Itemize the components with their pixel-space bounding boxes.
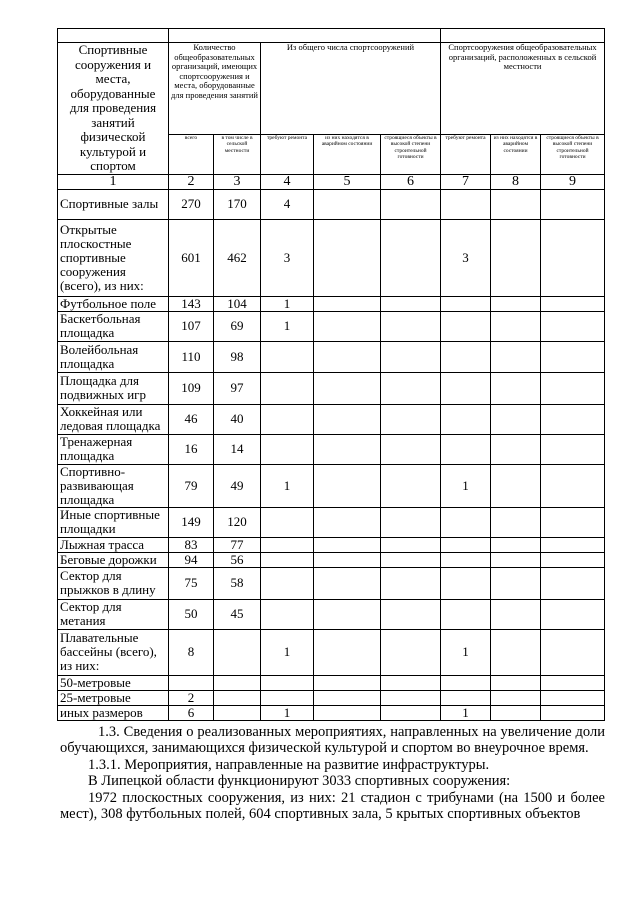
value-cell [441, 311, 491, 341]
table-row [58, 629, 605, 675]
column-index: 9 [541, 174, 605, 189]
subheader-cell: строящиеся объекты в высокой степени строительной готовности [541, 134, 605, 174]
value-cell [491, 537, 541, 552]
subsection-heading: 1.3.1. Мероприятия, направленные на развитие инфраструктуры. [88, 756, 490, 773]
table-row [58, 552, 605, 567]
value-cell [541, 537, 605, 552]
value-cell [541, 599, 605, 629]
value-cell [491, 507, 541, 537]
value-cell [381, 464, 441, 507]
value-cell [381, 189, 441, 219]
value-cell [381, 675, 441, 690]
value-cell: 149 [169, 507, 214, 537]
facility-name: Тренажерная площадка [58, 434, 169, 464]
value-cell [261, 404, 314, 434]
value-cell: 49 [214, 464, 261, 507]
total-group-header: Из общего числа спортсооружений [261, 43, 441, 135]
subheader-cell: всего [169, 134, 214, 174]
value-cell: 16 [169, 434, 214, 464]
value-cell: 40 [214, 404, 261, 434]
value-cell [381, 296, 441, 311]
facility-name: Площадка для подвижных игр [58, 372, 169, 404]
column-index: 5 [314, 174, 381, 189]
table-row [58, 372, 605, 404]
sports-facilities-table [57, 28, 605, 721]
value-cell [381, 599, 441, 629]
facility-name: Волейбольная площадка [58, 341, 169, 372]
value-cell [314, 296, 381, 311]
value-cell: 46 [169, 404, 214, 434]
value-cell [214, 675, 261, 690]
value-cell: 6 [169, 705, 214, 720]
value-cell [541, 404, 605, 434]
section-heading: 1.3. Сведения о реализованных мероприятиях, направленных на увеличение доли обучающихся, занимающихся физической культурой и спортом во внеурочное время. [60, 723, 605, 756]
table-row [58, 567, 605, 599]
value-cell [261, 537, 314, 552]
value-cell [441, 434, 491, 464]
table-row [58, 296, 605, 311]
column-index: 3 [214, 174, 261, 189]
column-index: 7 [441, 174, 491, 189]
value-cell [381, 404, 441, 434]
value-cell [541, 219, 605, 296]
table-row [58, 705, 605, 720]
value-cell [261, 372, 314, 404]
value-cell [441, 675, 491, 690]
value-cell [261, 675, 314, 690]
value-cell: 45 [214, 599, 261, 629]
value-cell [314, 434, 381, 464]
value-cell [381, 537, 441, 552]
facility-name: Баскетбольная площадка [58, 311, 169, 341]
value-cell [491, 629, 541, 675]
table-row [58, 675, 605, 690]
value-cell [491, 552, 541, 567]
value-cell [541, 675, 605, 690]
value-cell [491, 189, 541, 219]
value-cell [541, 567, 605, 599]
value-cell [541, 341, 605, 372]
value-cell [491, 219, 541, 296]
value-cell [491, 341, 541, 372]
value-cell: 110 [169, 341, 214, 372]
value-cell [441, 507, 491, 537]
table-row [58, 507, 605, 537]
value-cell: 601 [169, 219, 214, 296]
value-cell [314, 690, 381, 705]
value-cell [381, 341, 441, 372]
value-cell [314, 341, 381, 372]
value-cell: 69 [214, 311, 261, 341]
value-cell [541, 629, 605, 675]
value-cell [541, 189, 605, 219]
value-cell [314, 404, 381, 434]
value-cell [491, 464, 541, 507]
value-cell [261, 690, 314, 705]
value-cell [541, 552, 605, 567]
table-row [58, 464, 605, 507]
value-cell: 50 [169, 599, 214, 629]
value-cell: 270 [169, 189, 214, 219]
value-cell: 1 [261, 311, 314, 341]
value-cell [314, 372, 381, 404]
value-cell [441, 690, 491, 705]
value-cell: 75 [169, 567, 214, 599]
value-cell [314, 507, 381, 537]
facility-name: Спортивные залы [58, 189, 169, 219]
value-cell [314, 567, 381, 599]
value-cell [314, 629, 381, 675]
facility-name: Лыжная трасса [58, 537, 169, 552]
value-cell [541, 296, 605, 311]
value-cell: 58 [214, 567, 261, 599]
value-cell [169, 675, 214, 690]
value-cell [441, 404, 491, 434]
facility-name: 50-метровые [58, 675, 169, 690]
value-cell [491, 690, 541, 705]
table-row [58, 311, 605, 341]
value-cell: 94 [169, 552, 214, 567]
facility-name: Иные спортивные площадки [58, 507, 169, 537]
column-index: 8 [491, 174, 541, 189]
value-cell [261, 341, 314, 372]
value-cell: 1 [261, 296, 314, 311]
facility-name: Спортивно-развивающая площадка [58, 464, 169, 507]
value-cell [541, 464, 605, 507]
table-row [58, 537, 605, 552]
facility-name: Беговые дорожки [58, 552, 169, 567]
value-cell [314, 552, 381, 567]
column-index: 1 [58, 174, 169, 189]
value-cell [541, 311, 605, 341]
subheader-cell: из них находятся в аварийном состоянии [491, 134, 541, 174]
value-cell: 8 [169, 629, 214, 675]
table-row [58, 599, 605, 629]
value-cell: 1 [261, 629, 314, 675]
table-row [58, 434, 605, 464]
value-cell [381, 690, 441, 705]
value-cell [381, 219, 441, 296]
column-index: 6 [381, 174, 441, 189]
value-cell [491, 434, 541, 464]
value-cell [541, 705, 605, 720]
value-cell [381, 629, 441, 675]
value-cell [381, 552, 441, 567]
facility-name: Плавательные бассейны (всего), из них: [58, 629, 169, 675]
facility-name: иных размеров [58, 705, 169, 720]
value-cell [491, 372, 541, 404]
value-cell: 170 [214, 189, 261, 219]
column-index: 4 [261, 174, 314, 189]
value-cell [314, 219, 381, 296]
value-cell [541, 507, 605, 537]
value-cell: 1 [441, 705, 491, 720]
value-cell [441, 567, 491, 599]
subheader-cell: в том числе в сельской местности [214, 134, 261, 174]
value-cell [441, 189, 491, 219]
value-cell [441, 341, 491, 372]
facility-name: Сектор для прыжков в длину [58, 567, 169, 599]
value-cell [491, 599, 541, 629]
paragraph: 1972 плоскостных сооружения, из них: 21 стадион с трибунами (на 1500 и более мест), 308 футбольных полей, 604 спортивных зала, 5 крытых спортивных объектов [60, 789, 605, 822]
subheader-cell: из них находятся в аварийном состоянии [314, 134, 381, 174]
col1-header: Спортивные сооружения и места, оборудованные для проведения занятий физической культурой и спортом [58, 43, 169, 175]
value-cell [314, 599, 381, 629]
blank-cell [169, 29, 441, 43]
value-cell [491, 567, 541, 599]
table-row [58, 189, 605, 219]
value-cell: 97 [214, 372, 261, 404]
value-cell: 109 [169, 372, 214, 404]
value-cell: 104 [214, 296, 261, 311]
value-cell [314, 311, 381, 341]
blank-cell [58, 29, 169, 43]
value-cell [261, 567, 314, 599]
subheader-cell: требуют ремонта [441, 134, 491, 174]
facility-name: Сектор для метания [58, 599, 169, 629]
value-cell [261, 552, 314, 567]
value-cell [441, 599, 491, 629]
value-cell [214, 705, 261, 720]
value-cell: 3 [261, 219, 314, 296]
value-cell [381, 434, 441, 464]
value-cell [541, 372, 605, 404]
value-cell [491, 705, 541, 720]
value-cell: 4 [261, 189, 314, 219]
value-cell [541, 690, 605, 705]
value-cell [441, 296, 491, 311]
value-cell [314, 189, 381, 219]
value-cell [314, 705, 381, 720]
value-cell [491, 296, 541, 311]
facility-name: Открытые плоскостные спортивные сооружения (всего), из них: [58, 219, 169, 296]
value-cell [314, 537, 381, 552]
value-cell: 143 [169, 296, 214, 311]
value-cell [491, 675, 541, 690]
facility-name: 25-метровые [58, 690, 169, 705]
value-cell: 98 [214, 341, 261, 372]
value-cell [314, 675, 381, 690]
value-cell: 2 [169, 690, 214, 705]
facility-name: Хоккейная или ледовая площадка [58, 404, 169, 434]
subheader-cell: требуют ремонта [261, 134, 314, 174]
value-cell: 56 [214, 552, 261, 567]
value-cell: 107 [169, 311, 214, 341]
value-cell [491, 404, 541, 434]
table-row [58, 690, 605, 705]
value-cell: 1 [261, 705, 314, 720]
value-cell [314, 464, 381, 507]
value-cell: 1 [261, 464, 314, 507]
value-cell [441, 552, 491, 567]
facility-name: Футбольное поле [58, 296, 169, 311]
value-cell: 79 [169, 464, 214, 507]
value-cell: 1 [441, 464, 491, 507]
value-cell: 462 [214, 219, 261, 296]
paragraph: В Липецкой области функционируют 3033 спортивных сооружения: [88, 773, 511, 789]
count-group-header: Количество общеобразовательных организаций, имеющих спортсооружения и места, оборудованные для проведения занятий [169, 43, 261, 135]
value-cell: 14 [214, 434, 261, 464]
value-cell: 120 [214, 507, 261, 537]
value-cell [441, 372, 491, 404]
value-cell [261, 599, 314, 629]
value-cell [214, 629, 261, 675]
value-cell [214, 690, 261, 705]
value-cell: 3 [441, 219, 491, 296]
value-cell [381, 372, 441, 404]
value-cell: 83 [169, 537, 214, 552]
value-cell [441, 537, 491, 552]
subheader-cell: строящиеся объекты в высокой степени строительной готовности [381, 134, 441, 174]
value-cell [491, 311, 541, 341]
table-row [58, 219, 605, 296]
value-cell [261, 434, 314, 464]
value-cell: 1 [441, 629, 491, 675]
column-index: 2 [169, 174, 214, 189]
value-cell [261, 507, 314, 537]
blank-cell [441, 29, 605, 43]
table-row [58, 341, 605, 372]
body-text [60, 724, 605, 823]
value-cell [381, 567, 441, 599]
value-cell [381, 507, 441, 537]
value-cell [381, 705, 441, 720]
value-cell [541, 434, 605, 464]
value-cell [381, 311, 441, 341]
table-row [58, 404, 605, 434]
rural-group-header: Спортсооружения общеобразовательных организаций, расположенных в сельской местности [441, 43, 605, 135]
value-cell: 77 [214, 537, 261, 552]
